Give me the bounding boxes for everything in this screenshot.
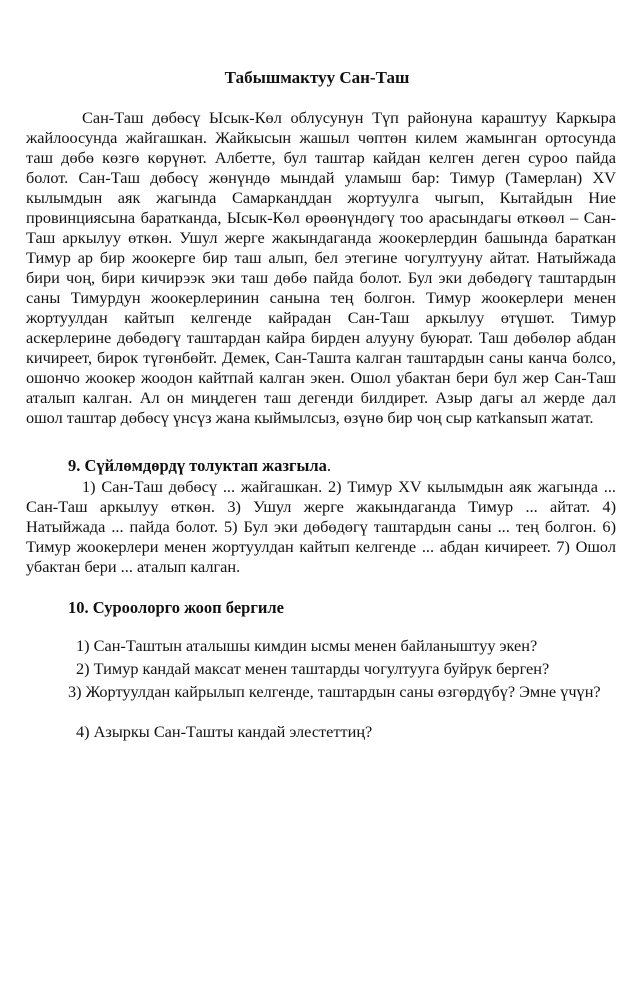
exercise-9-heading-text: 9. Сүйлөмдөрдү толуктап жазгыла xyxy=(68,456,327,475)
document-title: Табышмактуу Сан-Таш xyxy=(224,68,410,87)
question-4: 4) Азыркы Сан-Ташты кандай элестеттиң? xyxy=(76,722,373,741)
exercise-9-heading-end: . xyxy=(326,456,331,475)
question-1: 1) Сан-Таштын аталышы кимдин ысмы менен байланыштуу экен? xyxy=(76,636,538,655)
exercise-10-heading: 10. Суроолорго жооп бергиле xyxy=(68,598,284,617)
exercise-9-heading xyxy=(68,456,331,476)
question-3: 3) Жортуулдан кайрылып келгенде, таштардын саны өзгөрдүбү? Эмне үчүн? xyxy=(68,682,601,701)
exercise-9-text: 1) Сан-Таш дөбөсү ... жайгашкан. 2) Тимур XV кылымдын аяк жагында ... Сан-Таш аркылуу өткөн. 3) Ушул жерге жакындаганда Тимур ... айтат. 4) Натыйжада ... пайда болот. 5) Бул эки дөбөдөгү таштардын саны ... тең болгон. 6) Тимур жоокерлери менен жортуулдан кайтып келгенде ... абдан кичиреет. 7) Ошол убактан бери ... аталып калган. xyxy=(26,477,616,576)
main-paragraph: Сан-Таш дөбөсү Ысык-Көл облусунун Түп районуна караштуу Каркыра жайлоосунда жайгашкан. Жайкысын жашыл чөптөн килем жамынган ортосунда таш дөбө көзгө көрүнөт. Албетте, бул таштар кайдан келген деген суроо пайда болот. Сан-Таш дөбөсү жөнүндө мындай уламыш бар: Тимур (Тамерлан) XV кылымдын аяк жагында Самарканддан жортуулга чыгып, Кытайдын Ние провинциясына баратканда, Ысык-Көл өрөөнүндөгү тоо арасындагы өткөөл – Сан-Таш аркылуу өткөн. Ушул жерге жакындаганда жоокерлердин башында бараткан Тимур ар бир жоокерге бир таш алып, бел этегине чогултууну айтат. Натыйжада бири чоң, бири кичирээк эки таш дөбө пайда болот. Бул эки дөбөдөгү таштардын саны Тимурдун жоокерлеринин санына тең болгон. Тимур жоокерлери менен жортуулдан кайтып келгенде кайрадан Сан-Таш аркылуу өтүшөт. Тимур аскерлерине дөбөдөгү таштардан кайра бирден алууну буюрат. Таш дөбөлөр абдан кичиреет, бирок түгөнбөйт. Демек, Сан-Ташта калган таштардын саны канча болсо, ошончо жоокер жоодон кайтпай калган экен. Ошол убактан бери бул жер Сан-Таш аталып калган. Ал он миңдеген таш дегенди билдирет. Азыр дагы ал жерде дал ошол таштар дөбөсү үнсүз жана кыймылсыз, өзүнө бир чоң сыр катkansып жатат. xyxy=(26,108,616,427)
question-2: 2) Тимур кандай максат менен таштарды чогултууга буйрук берген? xyxy=(76,659,550,678)
